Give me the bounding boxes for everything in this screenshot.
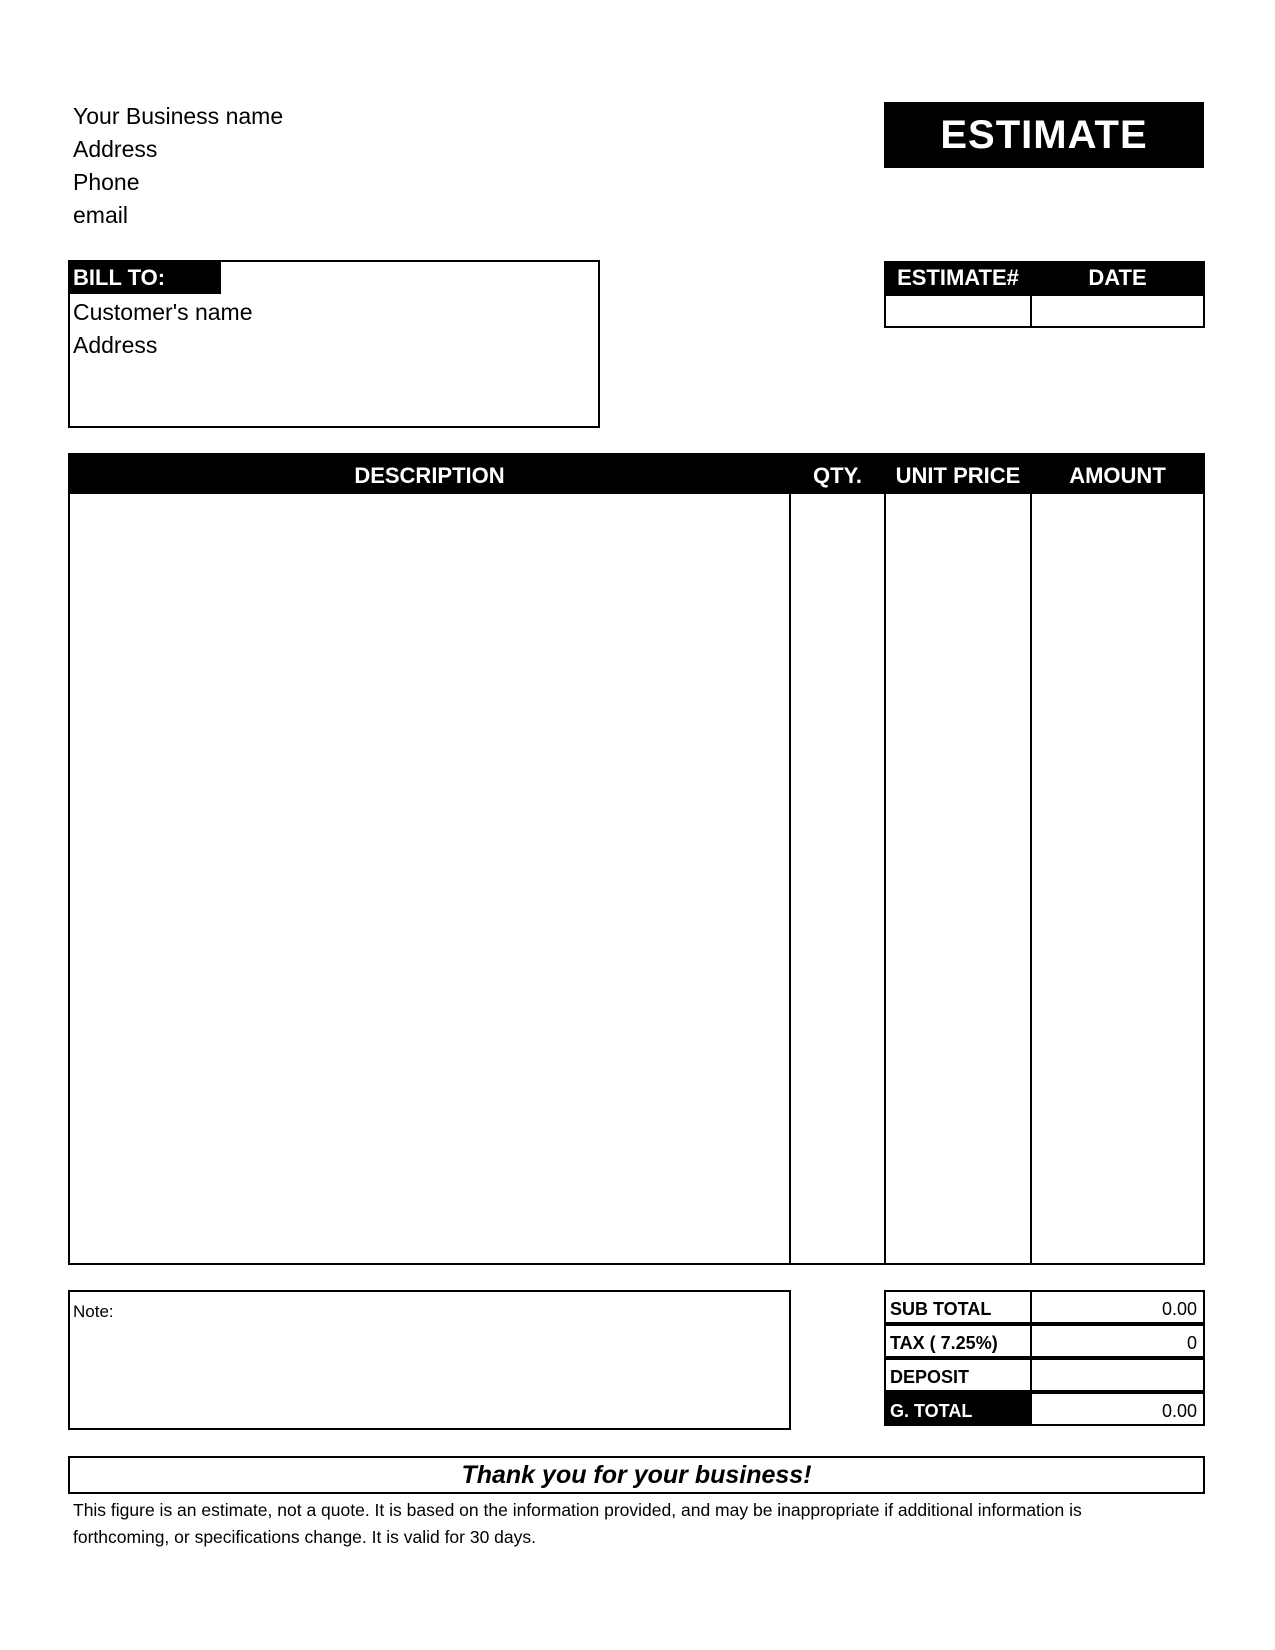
grand-total-value: 0.00 (1030, 1392, 1205, 1426)
date-field[interactable] (1030, 294, 1205, 328)
qty-column[interactable] (789, 492, 886, 1265)
disclaimer (73, 1497, 1203, 1551)
estimate-number-header: ESTIMATE# (884, 261, 1032, 294)
note-label: Note: (73, 1302, 114, 1321)
disclaimer-line-2: forthcoming, or specifications change. It is valid for 30 days. (73, 1527, 537, 1547)
note-box[interactable] (68, 1290, 791, 1430)
description-column[interactable] (68, 492, 791, 1265)
document-title: ESTIMATE (884, 102, 1204, 168)
business-phone: Phone (73, 169, 140, 195)
deposit-label: DEPOSIT (884, 1358, 1032, 1392)
subtotal-value: 0.00 (1030, 1290, 1205, 1324)
subtotal-label: SUB TOTAL (884, 1290, 1032, 1324)
amount-header: AMOUNT (1030, 453, 1205, 493)
date-header: DATE (1030, 261, 1205, 294)
description-header: DESCRIPTION (68, 453, 791, 493)
business-email: email (73, 202, 128, 228)
amount-column[interactable] (1030, 492, 1205, 1265)
estimate-number-field[interactable] (884, 294, 1032, 328)
tax-label: TAX ( 7.25%) (884, 1324, 1032, 1358)
grand-total-label: G. TOTAL (884, 1392, 1032, 1426)
disclaimer-line-1: This figure is an estimate, not a quote. It is based on the information provided, and may be inappropriate if additional information is (73, 1500, 1082, 1520)
customer-address[interactable]: Address (73, 332, 158, 358)
deposit-value[interactable] (1030, 1358, 1205, 1392)
customer-name[interactable]: Customer's name (73, 299, 253, 325)
business-name: Your Business name (73, 103, 284, 129)
bill-to-label: BILL TO: (68, 261, 221, 294)
tax-value: 0 (1030, 1324, 1205, 1358)
thank-you-banner: Thank you for your business! (68, 1456, 1205, 1494)
unit-price-header: UNIT PRICE (884, 453, 1032, 493)
business-address: Address (73, 136, 158, 162)
unit-price-column[interactable] (884, 492, 1032, 1265)
qty-header: QTY. (789, 453, 886, 493)
